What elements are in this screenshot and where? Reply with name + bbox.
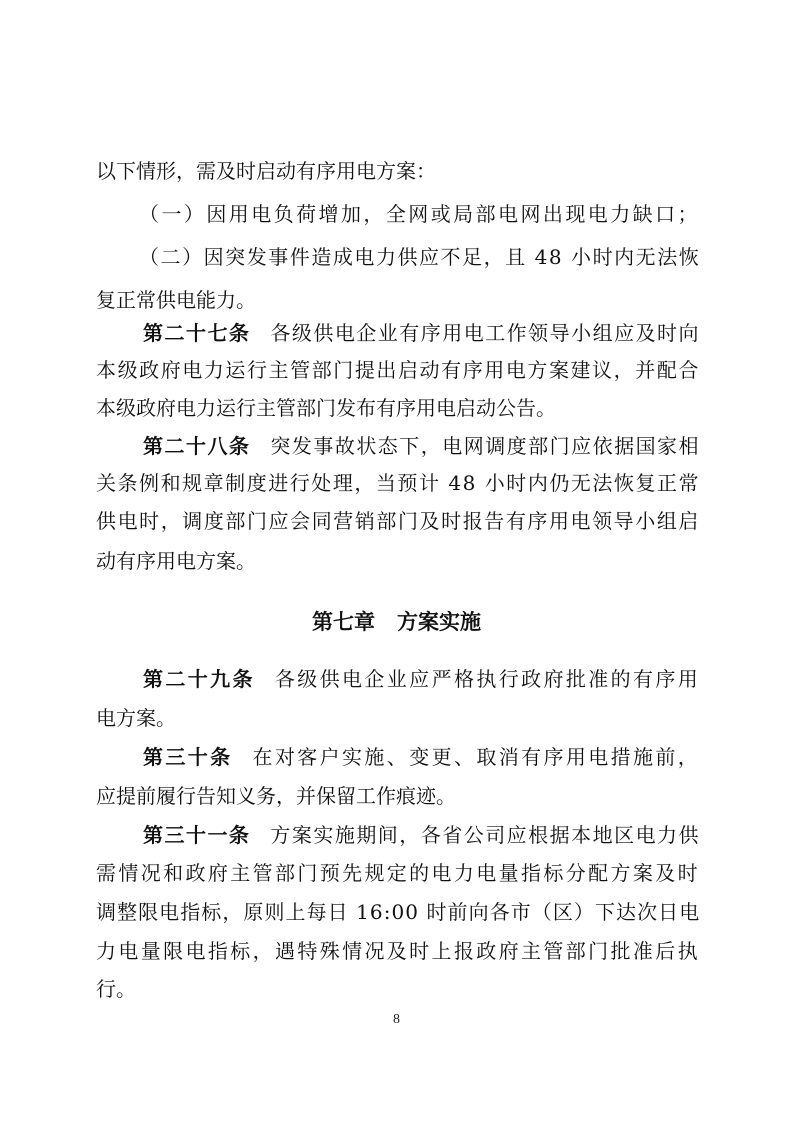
- text-line: 调整限电指标，原则上每日 16:00 时前向各市（区）下达次日电: [96, 900, 701, 924]
- article-30: 第三十条 在对客户实施、变更、取消有序用电措施前，: [143, 745, 701, 769]
- text-line: 行。: [96, 977, 136, 1001]
- text-line: 本级政府电力运行主管部门提出启动有序用电方案建议，并配合: [96, 358, 700, 382]
- text-line: 以下情形，需及时启动有序用电方案：: [96, 159, 436, 183]
- text-line: 供电时，调度部门应会同营销部门及时报告有序用电领导小组启: [96, 509, 700, 533]
- page-number: 8: [393, 1012, 400, 1027]
- text-line: 电方案。: [96, 706, 176, 730]
- text-line: （一）因用电负荷增加，全网或局部电网出现电力缺口；: [139, 202, 700, 226]
- chapter-heading: [0, 609, 793, 635]
- text-line: 力电量限电指标，遇特殊情况及时上报政府主管部门批准后执: [96, 939, 700, 963]
- chapter-title: 方案实施: [397, 610, 481, 634]
- text-line: （二）因突发事件造成电力供应不足，且 48 小时内无法恢: [139, 245, 701, 269]
- article-28: 第二十八条 突发事故状态下，电网调度部门应依据国家相: [143, 434, 701, 458]
- text-line: 需情况和政府主管部门预先规定的电力电量指标分配方案及时: [96, 861, 700, 885]
- text-line: 应提前履行告知义务，并保留工作痕迹。: [96, 784, 456, 808]
- article-heading: 第二十八条: [143, 434, 251, 458]
- article-heading: 第二十七条: [143, 321, 251, 345]
- text-line: 本级政府电力运行主管部门发布有序用电启动公告。: [96, 396, 556, 420]
- chapter-number: 第七章: [312, 610, 375, 634]
- article-27: 第二十七条 各级供电企业有序用电工作领导小组应及时向: [143, 321, 701, 345]
- text-line: 复正常供电能力。: [96, 288, 256, 312]
- text-line: 关条例和规章制度进行处理，当预计 48 小时内仍无法恢复正常: [96, 471, 701, 495]
- text-line: 动有序用电方案。: [96, 549, 256, 573]
- article-31: 第三十一条 方案实施期间，各省公司应根据本地区电力供: [143, 823, 701, 847]
- article-heading: 第三十条: [143, 745, 233, 769]
- article-heading: 第二十九条: [143, 667, 255, 691]
- article-heading: 第三十一条: [143, 823, 251, 847]
- article-29: 第二十九条 各级供电企业应严格执行政府批准的有序用: [143, 667, 701, 691]
